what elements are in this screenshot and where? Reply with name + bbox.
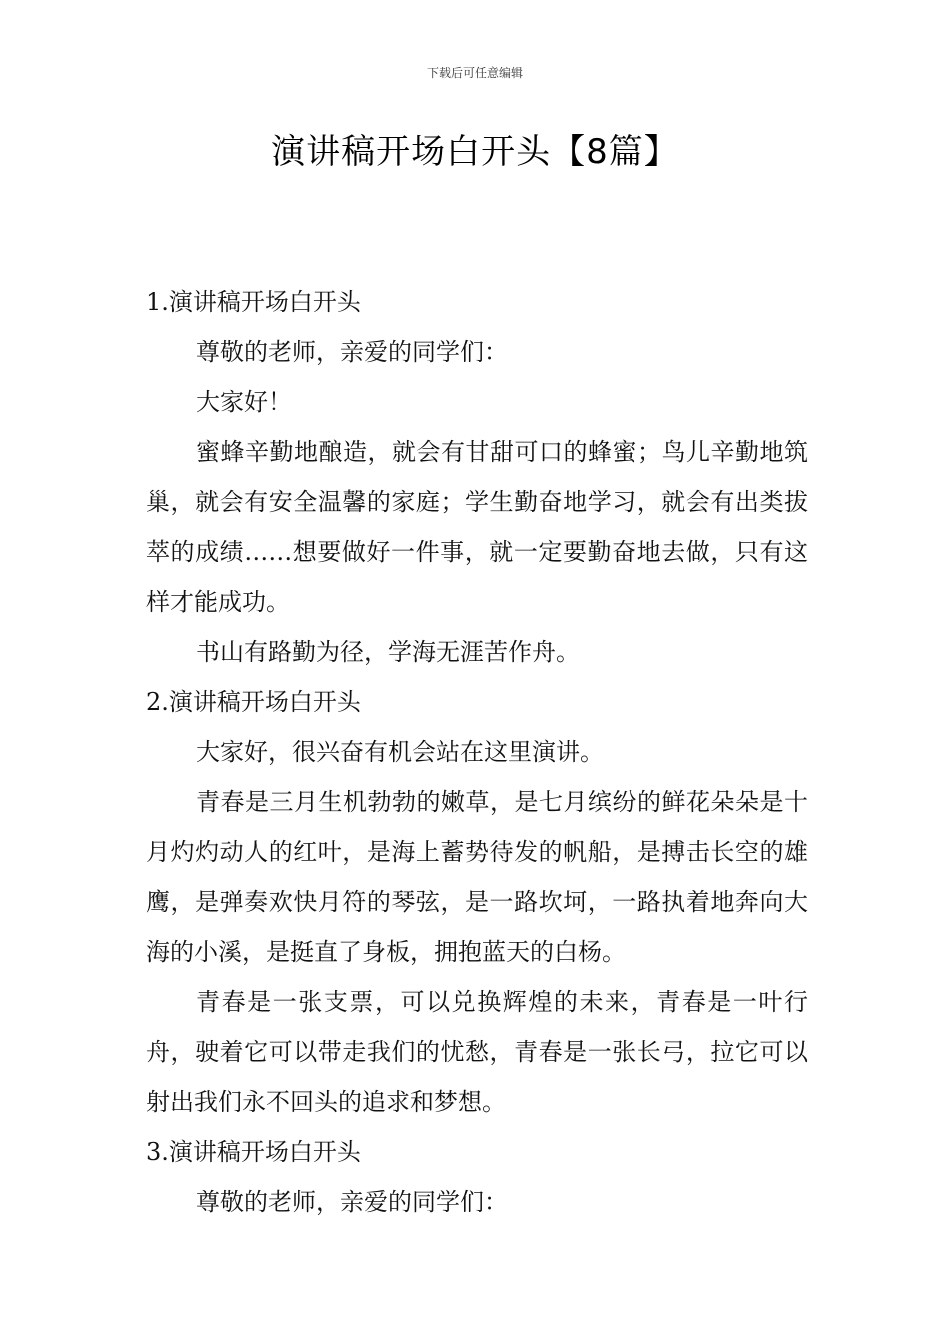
paragraph: 尊敬的老师，亲爱的同学们： — [196, 1188, 508, 1216]
document-body — [146, 277, 808, 1227]
header-note: 下载后可任意编辑 — [426, 66, 523, 80]
paragraph: 蜜蜂辛勤地酿造，就会有甘甜可口的蜂蜜；鸟儿辛勤地筑巢，就会有安全温馨的家庭；学生勤奋地学习，就会有出类拔萃的成绩……想要做好一件事，就一定要勤奋地去做，只有这样才能成功。 — [146, 438, 808, 616]
paragraph: 大家好！ — [196, 388, 292, 416]
section-heading: 1.演讲稿开场白开头 — [146, 288, 361, 316]
document-title: 演讲稿开场白开头【8篇】 — [271, 132, 679, 172]
paragraph: 书山有路勤为径，学海无涯苦作舟。 — [196, 638, 580, 666]
paragraph: 青春是三月生机勃勃的嫩草，是七月缤纷的鲜花朵朵是十月灼灼动人的红叶，是海上蓄势待发的帆船，是搏击长空的雄鹰，是弹奏欢快月符的琴弦，是一路坎坷，一路执着地奔向大海的小溪，是挺直了身板，拥抱蓝天的白杨。 — [146, 788, 808, 966]
paragraph: 大家好，很兴奋有机会站在这里演讲。 — [196, 738, 604, 766]
paragraph: 青春是一张支票，可以兑换辉煌的未来，青春是一叶行舟，驶着它可以带走我们的忧愁，青春是一张长弓，拉它可以射出我们永不回头的追求和梦想。 — [146, 988, 808, 1116]
section-heading: 3.演讲稿开场白开头 — [146, 1138, 361, 1166]
section-heading: 2.演讲稿开场白开头 — [146, 688, 361, 716]
paragraph: 尊敬的老师，亲爱的同学们： — [196, 338, 508, 366]
